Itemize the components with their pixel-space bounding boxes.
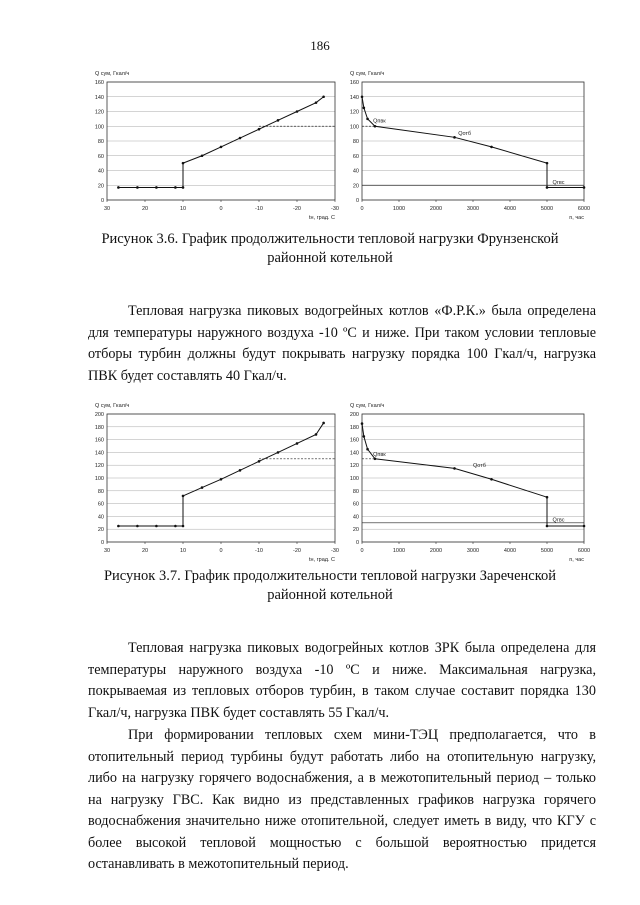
- y-tick-label: 160: [94, 437, 104, 444]
- x-tick-label: 0: [219, 548, 223, 554]
- data-point: [366, 448, 369, 451]
- x-axis-label: tн, град. С: [309, 557, 335, 563]
- x-tick-label: 5000: [540, 206, 554, 212]
- y-tick-label: 140: [94, 450, 104, 457]
- x-tick-label: -20: [293, 548, 301, 554]
- annotation-label: Qгвс: [552, 517, 565, 524]
- data-point: [322, 95, 325, 98]
- paragraph-conclusion: [88, 725, 596, 876]
- x-tick-label: -20: [293, 206, 301, 212]
- paragraph-text: Тепловая нагрузка пиковых водогрейных котлов «Ф.Р.К.» была определена для температуры наружного воздуха -10 ºС и ниже. При таком условии тепловые отборы турбин должны будут покрывать нагрузку порядка 100 Гкал/ч, нагрузка ПВК будет составлять 40 Гкал/ч.: [88, 303, 596, 384]
- x-tick-label: 5000: [540, 548, 554, 554]
- data-point: [322, 422, 325, 425]
- y-tick-label: 40: [352, 514, 359, 521]
- data-point: [117, 186, 120, 189]
- data-point: [361, 422, 364, 425]
- paragraph-text: Тепловая нагрузка пиковых водогрейных котлов ЗРК была определена для температуры наружного воздуха -10 ºС и ниже. Максимальная нагрузка, покрываемая из тепловых отборов турбин, в таком случае составит порядка 130 Гкал/ч, нагрузка ПВК будет составлять 55 Гкал/ч.: [88, 640, 596, 721]
- data-point: [363, 107, 366, 110]
- y-tick-label: 0: [100, 540, 104, 546]
- x-tick-label: -10: [255, 548, 263, 554]
- data-point: [296, 442, 299, 445]
- y-tick-label: 200: [94, 412, 104, 418]
- paragraph-frunze: [88, 301, 596, 387]
- annotation-label: Qпвк: [373, 118, 386, 125]
- x-tick-label: 4000: [503, 206, 517, 212]
- y-tick-label: 0: [355, 198, 359, 204]
- data-point: [490, 478, 493, 481]
- data-point: [363, 435, 366, 438]
- y-tick-label: 100: [94, 124, 104, 131]
- x-tick-label: 0: [219, 206, 223, 212]
- x-tick-label: 0: [360, 548, 364, 554]
- data-point: [258, 460, 261, 463]
- data-point: [201, 154, 204, 157]
- y-tick-label: 100: [349, 124, 359, 131]
- y-tick-label: 160: [349, 437, 359, 444]
- y-tick-label: 0: [355, 540, 359, 546]
- x-tick-label: -10: [255, 206, 263, 212]
- data-point: [220, 478, 223, 481]
- x-tick-label: 10: [179, 548, 187, 554]
- data-point: [277, 119, 280, 122]
- y-tick-label: 160: [94, 80, 104, 86]
- y-tick-label: 180: [94, 424, 104, 431]
- y-tick-label: 100: [94, 476, 104, 482]
- data-point: [546, 525, 549, 528]
- y-tick-label: 80: [352, 139, 359, 145]
- y-tick-label: 140: [349, 450, 359, 457]
- x-tick-label: 3000: [466, 206, 480, 212]
- series-line: [118, 97, 323, 188]
- y-tick-label: 20: [97, 527, 104, 534]
- x-tick-label: 4000: [503, 548, 517, 554]
- annotation-label: Qгвс: [552, 179, 565, 186]
- paragraph-text: При формировании тепловых схем мини-ТЭЦ предполагается, что в отопительный период турбины будут работать либо на отопительную нагрузку, либо на нагрузку горячего водоснабжения, а в межотопительный период – только на нагрузку ГВС. Как видно из представленных графиков нагрузка горячего водоснабжения значительно ниже отопительной, следует иметь в виду, что КГУ с более высокой тепловой мощностью с большой вероятностью придется останавливать в межотопительный период.: [88, 727, 596, 872]
- x-tick-label: 1000: [392, 548, 406, 554]
- y-tick-label: 140: [349, 94, 359, 101]
- x-tick-label: 2000: [429, 548, 443, 554]
- y-tick-label: 40: [97, 168, 104, 175]
- data-point: [374, 125, 377, 128]
- data-point: [361, 95, 364, 98]
- y-tick-label: 60: [352, 153, 359, 160]
- x-tick-label: 3000: [466, 548, 480, 554]
- series-line: [362, 424, 584, 526]
- y-tick-label: 100: [349, 476, 359, 482]
- x-tick-label: -30: [331, 206, 339, 212]
- series-line: [362, 97, 584, 188]
- data-point: [182, 495, 185, 498]
- data-point: [174, 186, 177, 189]
- x-tick-label: 20: [141, 548, 149, 554]
- data-point: [583, 525, 586, 528]
- data-point: [296, 110, 299, 113]
- data-point: [453, 467, 456, 470]
- data-point: [155, 186, 158, 189]
- data-point: [136, 525, 139, 528]
- x-tick-label: 30: [103, 206, 111, 212]
- x-tick-label: 20: [141, 206, 149, 212]
- data-point: [201, 486, 204, 489]
- y-tick-label: 160: [349, 80, 359, 86]
- chart-frunze-duration: [340, 66, 610, 226]
- data-point: [315, 101, 318, 104]
- y-tick-label: 40: [97, 514, 104, 521]
- figure-caption-3-7: Рисунок 3.7. График продолжительности тепловой нагрузки Зареченской районной котельной: [103, 568, 557, 603]
- data-point: [182, 525, 185, 528]
- x-tick-label: -30: [331, 548, 339, 554]
- data-point: [182, 162, 185, 165]
- y-tick-label: 200: [349, 412, 359, 418]
- y-tick-label: 20: [97, 183, 104, 190]
- x-tick-label: 10: [179, 206, 187, 212]
- data-point: [366, 118, 369, 121]
- page-number: 186: [310, 38, 330, 53]
- y-tick-label: 180: [349, 424, 359, 431]
- data-point: [117, 525, 120, 528]
- y-tick-label: 60: [97, 153, 104, 160]
- series-line: [118, 423, 323, 526]
- data-point: [546, 186, 549, 189]
- y-tick-label: 0: [100, 198, 104, 204]
- y-tick-label: 120: [349, 109, 359, 116]
- chart-zarechensk-duration: [340, 398, 610, 568]
- data-point: [239, 137, 242, 140]
- y-tick-label: 120: [349, 463, 359, 470]
- data-point: [277, 451, 280, 454]
- x-tick-label: 0: [360, 206, 364, 212]
- data-point: [220, 146, 223, 149]
- annotation-label: Qпвк: [373, 452, 386, 459]
- data-point: [453, 136, 456, 139]
- data-point: [546, 496, 549, 499]
- x-axis-label: tн, град. С: [309, 215, 335, 221]
- chart-zarechensk-temperature: [85, 398, 345, 568]
- y-axis-label: Q сум, Гкал/ч: [95, 403, 130, 409]
- chart-frunze-temperature: [85, 66, 345, 226]
- data-point: [490, 146, 493, 149]
- data-point: [136, 186, 139, 189]
- y-axis-label: Q сум, Гкал/ч: [350, 71, 385, 77]
- x-axis-label: n, час: [569, 215, 584, 221]
- y-tick-label: 120: [94, 109, 104, 116]
- data-point: [155, 525, 158, 528]
- y-tick-label: 40: [352, 168, 359, 175]
- y-tick-label: 120: [94, 463, 104, 470]
- data-point: [239, 469, 242, 472]
- y-axis-label: Q сум, Гкал/ч: [95, 71, 130, 77]
- y-tick-label: 80: [352, 488, 359, 495]
- annotation-label: Qотб: [458, 131, 472, 138]
- data-point: [182, 186, 185, 189]
- y-tick-label: 60: [352, 501, 359, 508]
- y-tick-label: 20: [352, 527, 359, 534]
- x-tick-label: 6000: [577, 206, 591, 212]
- x-tick-label: 30: [103, 548, 111, 554]
- data-point: [315, 433, 318, 436]
- y-tick-label: 20: [352, 183, 359, 190]
- y-tick-label: 140: [94, 94, 104, 101]
- x-tick-label: 2000: [429, 206, 443, 212]
- data-point: [546, 162, 549, 165]
- x-axis-label: n, час: [569, 557, 584, 563]
- data-point: [583, 186, 586, 189]
- y-tick-label: 80: [97, 488, 104, 495]
- paragraph-zarechensk: [88, 638, 596, 724]
- y-tick-label: 60: [97, 501, 104, 508]
- data-point: [258, 128, 261, 131]
- y-axis-label: Q сум, Гкал/ч: [350, 403, 385, 409]
- x-tick-label: 1000: [392, 206, 406, 212]
- y-tick-label: 80: [97, 139, 104, 145]
- figure-caption-3-6: Рисунок 3.6. График продолжительности тепловой нагрузки Фрунзенской районной котельной: [101, 231, 559, 266]
- annotation-label: Qотб: [473, 463, 486, 470]
- x-tick-label: 6000: [577, 548, 591, 554]
- data-point: [174, 525, 177, 528]
